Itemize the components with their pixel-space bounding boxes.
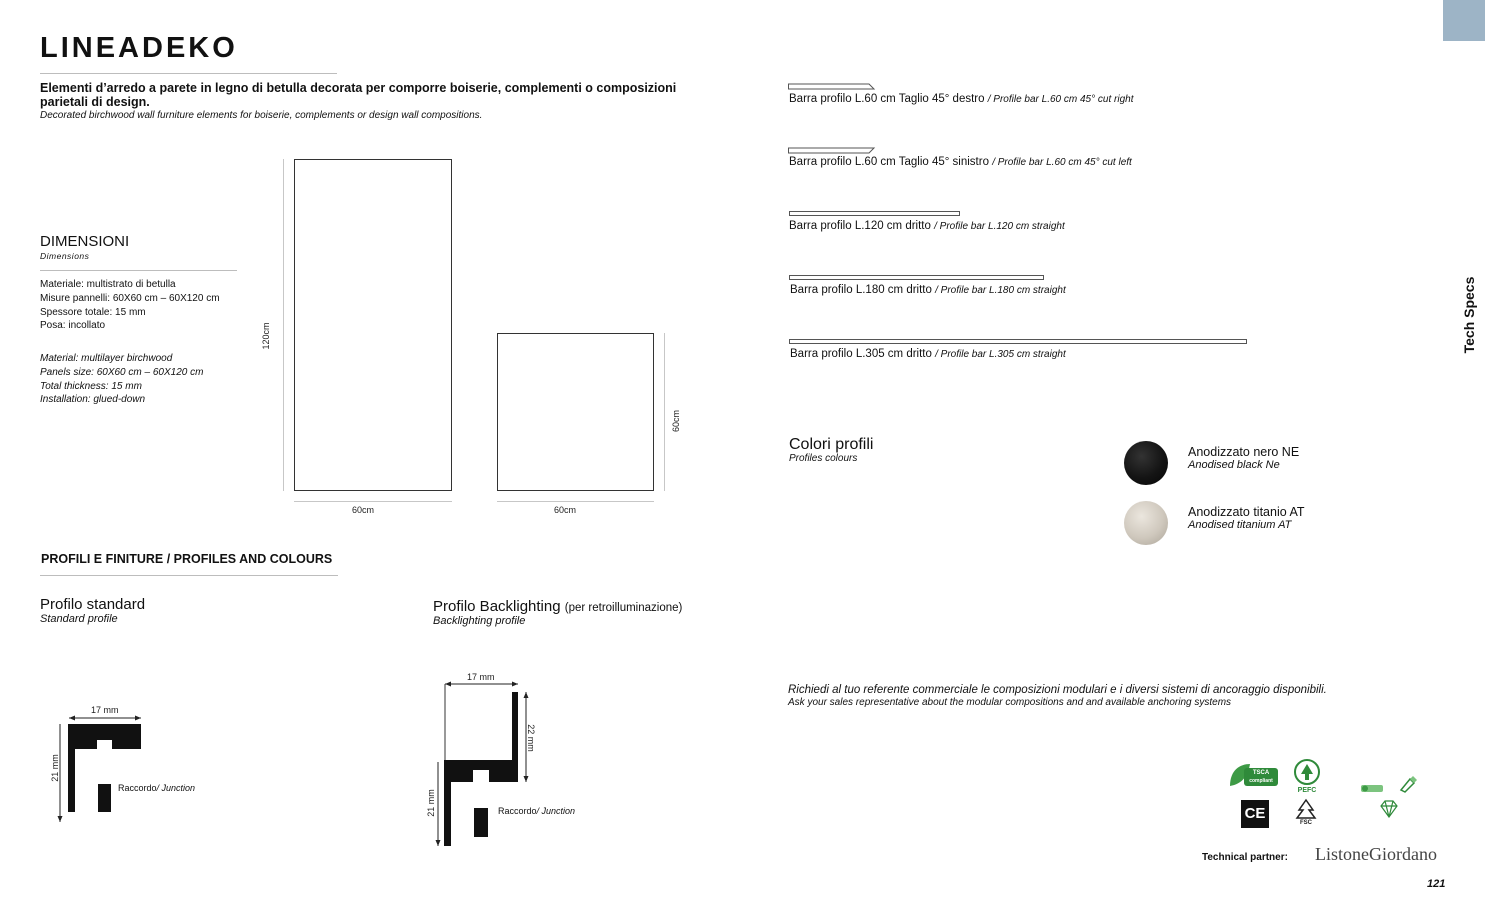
color-swatch-titanium [1124, 501, 1168, 545]
bar-305-shape [789, 339, 1247, 344]
standard-profile-title: Profilo standard [40, 596, 146, 613]
note-it: Richiedi al tuo referente commerciale le composizioni modulari e i diversi sistemi di ancoraggio disponibili. [788, 684, 1327, 696]
tsca-compliant-badge [1228, 762, 1280, 790]
bar-60-left-en: / Profile bar L.60 cm 45° cut left [992, 157, 1132, 168]
pefc-tree-icon [1291, 759, 1323, 787]
backlighting-upper-height-label: 22 mm [526, 724, 536, 752]
intro-text-en: Decorated birchwood wall furniture elements for boiserie, complements or design wall compositions. [40, 110, 483, 121]
bar-60-left-it: Barra profilo L.60 cm Taglio 45° sinistro [789, 156, 989, 168]
standard-junction-caption [118, 783, 195, 793]
standard-width-label: 17 mm [91, 705, 119, 715]
spec-it-size: Misure pannelli: 60X60 cm – 60X120 cm [40, 292, 220, 304]
bar-305-it: Barra profilo L.305 cm dritto [790, 348, 932, 360]
fsc-badge [1293, 798, 1319, 832]
standard-height-label: 21 mm [50, 754, 60, 782]
eco-label-icon [1360, 781, 1386, 795]
backlighting-width-arrow-right [512, 682, 518, 687]
backlighting-profile-subtitle: Backlighting profile [433, 615, 526, 627]
dimensions-title: DIMENSIONI [40, 233, 130, 250]
bar-120-en: / Profile bar L.120 cm straight [934, 221, 1065, 232]
panel-tall-width-label: 60cm [352, 505, 375, 515]
backlighting-junction-caption [498, 806, 575, 816]
side-tab-label: Tech Specs [1461, 276, 1477, 354]
color-name-titanium: Anodizzato titanio AT [1188, 505, 1305, 519]
bar-305-en: / Profile bar L.305 cm straight [935, 349, 1066, 360]
standard-junction-it: Raccordo [118, 783, 157, 793]
spec-en-material: Material: multilayer birchwood [40, 353, 173, 364]
backlighting-height-label: 21 mm [426, 789, 436, 817]
panel-tall-width-line [294, 501, 452, 502]
dimensions-subtitle: Dimensions [40, 251, 90, 261]
bar-180-en: / Profile bar L.180 cm straight [935, 285, 1066, 296]
panel-square-height-line [664, 333, 665, 491]
note-en: Ask your sales representative about the modular compositions and and available anchoring systems [788, 697, 1232, 708]
backlighting-title-note: (per retroilluminazione) [564, 602, 683, 614]
backlighting-junction-it: Raccordo [498, 806, 537, 816]
intro-text-it: Elementi d’arredo a parete in legno di betulla decorata per comporre boiserie, complementi o composizioni parietali di design. [40, 81, 677, 109]
diamond-icon [1379, 800, 1399, 818]
backlighting-junction-en: / Junction [536, 806, 576, 816]
spec-en-thickness: Total thickness: 15 mm [40, 380, 142, 392]
spec-it-install: Posa: incollato [40, 320, 106, 332]
bar-305-label [790, 348, 1066, 360]
color-swatch-black [1124, 441, 1168, 485]
spec-en-size: Panels size: 60X60 cm – 60X120 cm [40, 366, 204, 378]
page-number: 121 [1427, 878, 1446, 890]
title-divider [40, 73, 337, 74]
bar-180-label [790, 284, 1066, 296]
tsca-leaf-icon [1228, 762, 1280, 790]
fsc-text: FSC [1300, 820, 1312, 826]
backlighting-junction-shape [474, 808, 488, 837]
bar-60-right-label [789, 93, 1133, 105]
profiles-divider [40, 575, 338, 576]
tsca-top-text: TSCA [1252, 770, 1270, 776]
panel-tall-drawing [294, 159, 452, 491]
page-title: LINEADEKO [40, 32, 238, 64]
standard-junction-shape [98, 784, 111, 812]
bar-60-left-label [789, 156, 1132, 168]
color-name-black: Anodizzato nero NE [1188, 445, 1300, 459]
spec-it-thickness: Spessore totale: 15 mm [40, 306, 146, 318]
backlighting-upper-arrow-bottom [524, 776, 529, 782]
panel-square-width-label: 60cm [554, 505, 577, 515]
brand-logo-text: ListoneGiordano [1315, 844, 1437, 864]
panel-tall-height-label: 120cm [261, 322, 271, 350]
standard-profile-diagram [45, 700, 215, 830]
bar-60-left-shape [788, 147, 876, 155]
backlighting-width-arrow-left [445, 682, 451, 687]
bar-120-it: Barra profilo L.120 cm dritto [789, 220, 931, 232]
corner-accent-tab [1443, 0, 1485, 41]
technical-partner-label: Technical partner: [1202, 852, 1288, 863]
panel-square-width-line [497, 501, 654, 502]
backlighting-width-label: 17 mm [467, 672, 495, 682]
panel-square-drawing [497, 333, 654, 491]
standard-height-arrow [58, 816, 63, 822]
backlighting-profile-title [433, 598, 682, 615]
leaf-pen-icon [1398, 775, 1418, 793]
color-en-black: Anodised black Ne [1188, 459, 1280, 471]
spec-it-material: Materiale: multistrato di betulla [40, 279, 176, 290]
dimensions-divider [40, 270, 237, 271]
bar-120-label [789, 220, 1065, 232]
colors-title: Colori profili [789, 436, 874, 453]
bar-180-shape [789, 275, 1044, 280]
standard-width-arrow-right [135, 716, 141, 721]
ce-mark-badge: CE [1241, 800, 1269, 828]
bar-180-it: Barra profilo L.180 cm dritto [790, 284, 932, 296]
colors-subtitle: Profiles colours [789, 453, 858, 464]
bar-120-shape [789, 211, 960, 216]
pefc-badge [1291, 759, 1323, 795]
color-en-titanium: Anodised titanium AT [1188, 519, 1292, 531]
panel-square-height-label: 60cm [671, 409, 681, 433]
pefc-text: PEFC [1297, 787, 1317, 794]
backlighting-height-arrow [436, 840, 441, 846]
standard-width-arrow-left [69, 716, 75, 721]
bar-60-right-en: / Profile bar L.60 cm 45° cut right [987, 94, 1134, 105]
standard-junction-en: / Junction [156, 783, 196, 793]
standard-profile-subtitle: Standard profile [40, 613, 118, 625]
fsc-tree-icon [1293, 798, 1319, 822]
bar-60-right-it: Barra profilo L.60 cm Taglio 45° destro [789, 93, 985, 105]
backlighting-upper-arrow-top [524, 692, 529, 698]
backlighting-profile-diagram [425, 670, 595, 855]
spec-en-install: Installation: glued-down [40, 394, 146, 406]
backlighting-title-text: Profilo Backlighting [433, 598, 561, 615]
bar-60-right-shape [788, 83, 876, 91]
panel-tall-height-line [283, 159, 284, 491]
tsca-bottom-text: compliant [1249, 778, 1273, 784]
specs-it-list [40, 278, 220, 333]
profiles-section-title: PROFILI E FINITURE / PROFILES AND COLOURS [41, 552, 333, 566]
specs-en-list [40, 352, 203, 407]
